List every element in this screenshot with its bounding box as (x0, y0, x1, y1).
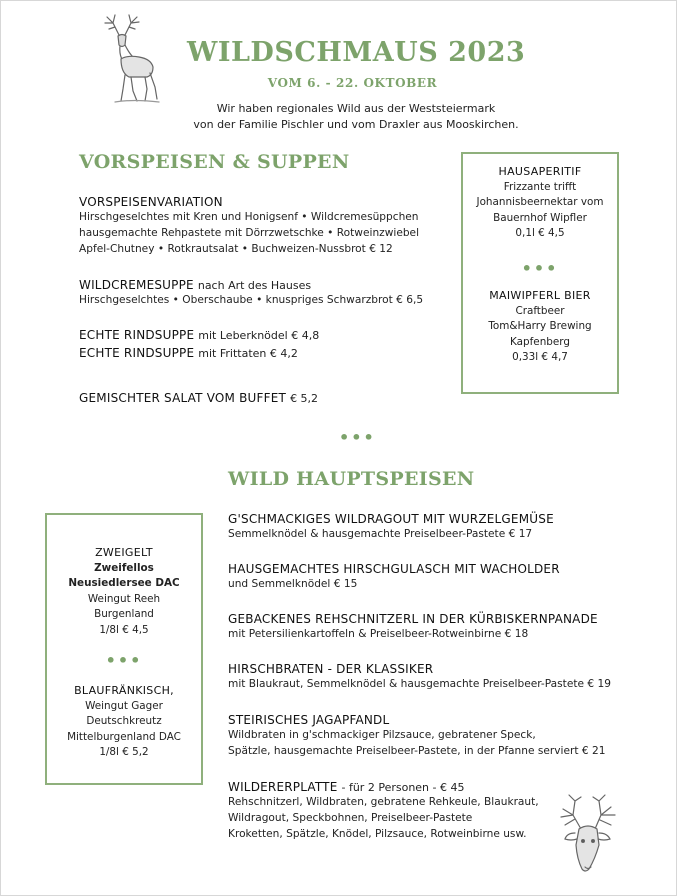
drink-line: Frizzante trifft (503, 180, 577, 193)
item-desc: mit Blaukraut, Semmelknödel & hausgemachte Preiselbeer-Pastete € 19 (228, 678, 611, 690)
wine-line: 1/8l € 4,5 (99, 623, 149, 636)
item-title: VORSPEISENVARIATION (79, 195, 223, 209)
item-name: WILDCREMESUPPE (79, 278, 194, 292)
item-title: G'SCHMACKIGES WILDRAGOUT MIT WURZELGEMÜSE (228, 512, 554, 526)
item-note: mit Frittaten € 4,2 (198, 347, 298, 360)
intro-line: von der Familie Pischler und vom Draxler aus Mooskirchen. (193, 118, 519, 131)
drink-line: 0,1l € 4,5 (515, 227, 565, 240)
item-name: ECHTE RINDSUPPE (79, 346, 195, 360)
drinks-box-right (461, 152, 619, 394)
wine-item (47, 683, 201, 761)
item-title (79, 278, 459, 292)
wine-line: Deutschkreutz (86, 715, 162, 728)
section-title-mains: WILD HAUPTSPEISEN (228, 468, 475, 490)
item-desc: Hirschgeselchtes • Oberschaube • knuspriges Schwarzbrot € 6,5 (79, 294, 424, 306)
wine-name: ZWEIGELT (95, 546, 153, 559)
item-desc: Semmelknödel & hausgemachte Preiselbeer-Pastete € 17 (228, 528, 533, 540)
deer-standing-icon (93, 13, 163, 105)
item-desc: und Semmelknödel € 15 (228, 578, 358, 590)
drink-line: Tom&Harry Brewing (488, 320, 592, 333)
section-title-starters: VORSPEISEN & SUPPEN (79, 151, 350, 173)
item-title: HAUSGEMACHTES HIRSCHGULASCH MIT WACHOLDER (228, 562, 560, 576)
main-item (228, 512, 668, 542)
item-title: HIRSCHBRATEN - DER KLASSIKER (228, 662, 434, 676)
intro-text (141, 101, 571, 133)
starter-item (79, 328, 459, 342)
starter-item (79, 195, 459, 257)
separator-dots: ••• (105, 651, 143, 670)
item-desc: Kroketten, Spätzle, Knödel, Pilzsauce, Rotweinbirne usw. (228, 828, 527, 840)
item-note: € 5,2 (290, 392, 319, 405)
main-item (228, 780, 568, 842)
item-title (79, 328, 459, 342)
wine-line: Mittelburgenland DAC (67, 730, 181, 743)
wine-name: BLAUFRÄNKISCH, (74, 684, 174, 697)
item-desc: Spätzle, hausgemachte Preiselbeer-Pastete, in der Pfanne serviert € 21 (228, 745, 606, 757)
drink-line: Craftbeer (515, 304, 565, 317)
drink-line: Kapfenberg (510, 335, 570, 348)
deer-head-icon (555, 793, 621, 877)
separator-dots: ••• (521, 259, 559, 278)
item-title (79, 391, 459, 405)
item-note: mit Leberknödel € 4,8 (198, 329, 320, 342)
main-item (228, 612, 668, 642)
item-name: ECHTE RINDSUPPE (79, 328, 195, 342)
item-note: nach Art des Hauses (197, 279, 312, 292)
wine-line: Weingut Gager (85, 699, 163, 712)
drink-name: MAIWIPFERL BIER (489, 289, 591, 302)
wine-line-bold: Zweifellos (94, 561, 154, 574)
item-note: - für 2 Personen - € 45 (341, 781, 465, 794)
drink-name: HAUSAPERITIF (498, 165, 582, 178)
drink-line: Bauernhof Wipfler (493, 211, 587, 224)
drink-item (463, 288, 617, 366)
item-desc: Wildbraten in g'schmackiger Pilzsauce, gebratener Speck, (228, 729, 536, 741)
main-item (228, 562, 668, 592)
drink-line: Johannisbeernektar vom (476, 196, 604, 209)
item-desc: hausgemachte Rehpastete mit Dörrzwetschke • Rotweinzwiebel (79, 227, 420, 239)
item-desc: Wildragout, Speckbohnen, Preiselbeer-Pastete (228, 812, 473, 824)
item-desc: Hirschgeselchtes mit Kren und Honigsenf • Wildcremesüppchen (79, 211, 419, 223)
starter-item (79, 391, 459, 405)
item-title (79, 346, 459, 360)
item-title: GEBACKENES REHSCHNITZERL IN DER KÜRBISKERNPANADE (228, 612, 598, 626)
item-title (228, 780, 568, 794)
item-desc: Apfel-Chutney • Rotkrautsalat • Buchweizen-Nussbrot € 12 (79, 243, 393, 255)
item-title: STEIRISCHES JAGAPFANDL (228, 713, 390, 727)
menu-title: WILDSCHMAUS 2023 (187, 37, 526, 68)
wine-line-bold: Neusiedlersee DAC (68, 577, 180, 590)
item-name: WILDERERPLATTE (228, 780, 338, 794)
separator-dots: ••• (339, 428, 376, 447)
wine-line: Weingut Reeh (87, 592, 161, 605)
intro-line: Wir haben regionales Wild aus der Weststeiermark (216, 102, 496, 115)
menu-subtitle: VOM 6. - 22. OKTOBER (267, 76, 438, 90)
wine-item (47, 545, 201, 639)
item-name: GEMISCHTER SALAT VOM BUFFET (79, 391, 287, 405)
starter-item (79, 346, 459, 360)
starter-item (79, 278, 459, 308)
wine-line: 1/8l € 5,2 (99, 746, 149, 759)
drink-line: 0,33l € 4,7 (512, 351, 568, 364)
drink-item (463, 164, 617, 242)
main-item (228, 662, 668, 692)
item-desc: Rehschnitzerl, Wildbraten, gebratene Rehkeule, Blaukraut, (228, 796, 539, 808)
main-item (228, 713, 668, 759)
wines-box-left (45, 513, 203, 785)
item-desc: mit Petersilienkartoffeln & Preiselbeer-Rotweinbirne € 18 (228, 628, 529, 640)
wine-line: Burgenland (94, 608, 154, 621)
